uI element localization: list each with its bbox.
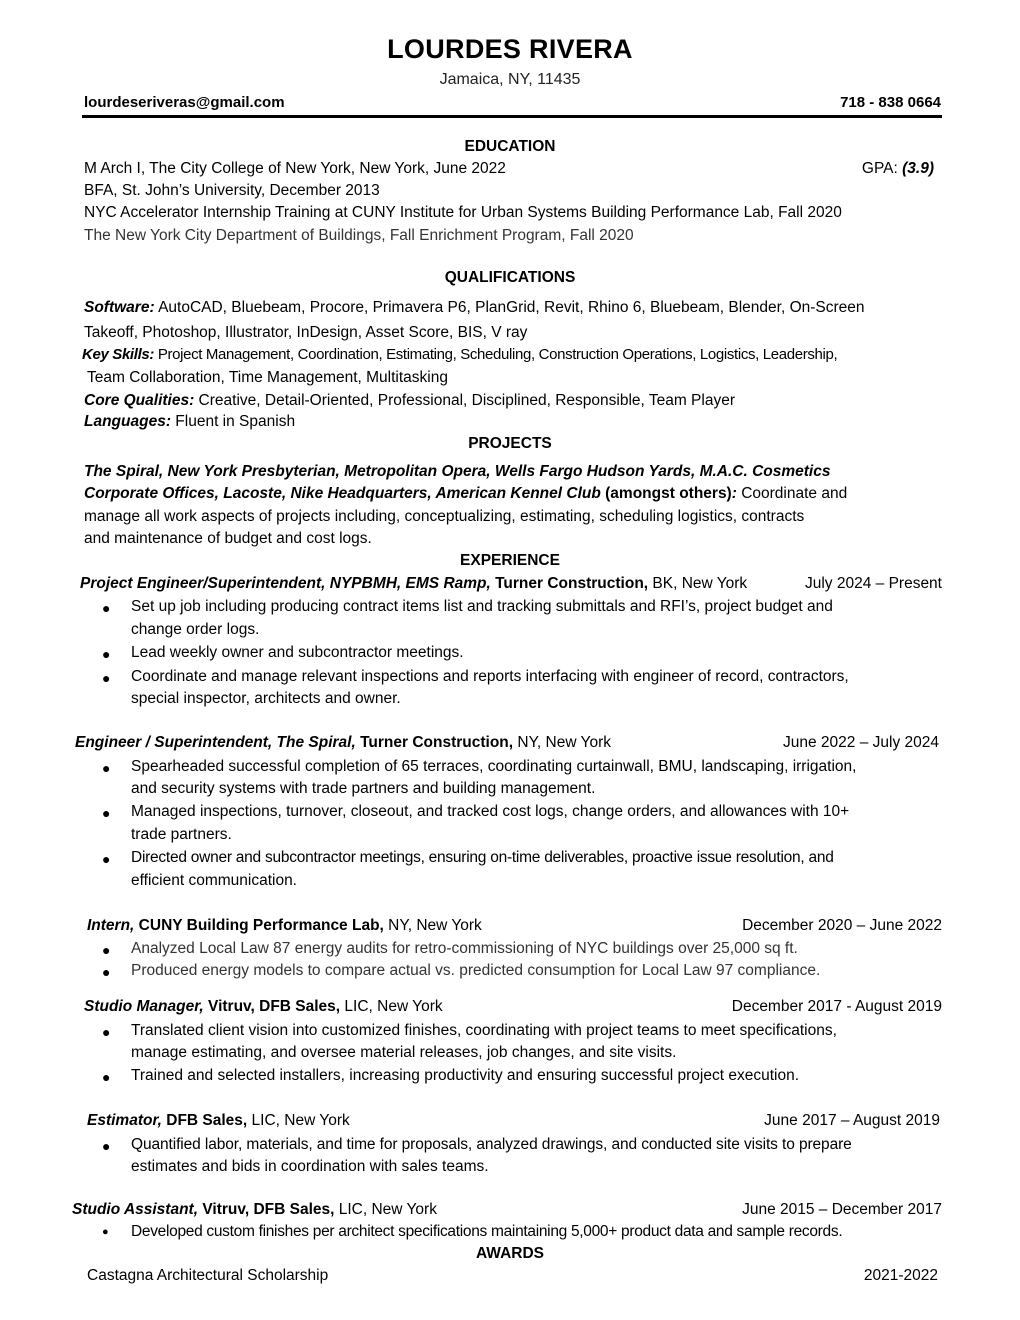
core-line: [84, 392, 735, 410]
bullet-text: Set up job including producing contract items list and tracking submittals and RFI’s, project budget and: [131, 598, 833, 615]
job-heading: [80, 575, 747, 593]
email[interactable]: lourdeseriveras@gmail.com: [84, 94, 285, 111]
job-company: CUNY Building Performance Lab,: [134, 917, 384, 934]
software-line: [84, 299, 865, 317]
languages-label: Languages:: [84, 413, 171, 430]
languages-line: [84, 413, 295, 431]
bullet-text: estimates and bids in coordination with sales teams.: [131, 1158, 489, 1175]
skills-label: Key Skills:: [82, 346, 155, 363]
core-text: Creative, Detail-Oriented, Professional, Disciplined, Responsible, Team Player: [194, 392, 735, 409]
job-dates: December 2017 - August 2019: [731, 998, 942, 1015]
bullet-text: Developed custom finishes per architect specifications maintaining 5,000+ product data and sample records.: [131, 1223, 843, 1240]
bullet-icon: ●: [102, 851, 111, 867]
bullet-text: Produced energy models to compare actual vs. predicted consumption for Local Law 97 compliance.: [131, 962, 821, 979]
projects-line: manage all work aspects of projects including, conceptualizing, estimating, scheduling logistics, contracts: [84, 508, 805, 525]
resume-name: LOURDES RIVERA: [387, 34, 633, 64]
section-title-awards: AWARDS: [475, 1245, 545, 1262]
job-company: Vitruv, DFB Sales,: [198, 1201, 335, 1218]
bullet-icon: ●: [102, 942, 111, 958]
job-place: LIC, New York: [247, 1112, 350, 1129]
skills-line-cont: Team Collaboration, Time Management, Multitasking: [87, 369, 448, 386]
gpa-value: (3.9): [902, 160, 934, 177]
bullet-text: Coordinate and manage relevant inspections and reports interfacing with engineer of record, contractors,: [131, 668, 849, 685]
bullet-text: and security systems with trade partners and building management.: [131, 780, 596, 797]
bullet-text: manage estimating, and oversee material releases, job changes, and site visits.: [131, 1044, 677, 1061]
core-label: Core Qualities:: [84, 392, 195, 409]
gpa: [862, 160, 934, 178]
bullet-icon: ●: [102, 670, 111, 686]
projects-colon: :: [731, 485, 737, 502]
job-heading: [87, 1112, 350, 1130]
bullet-text: change order logs.: [131, 621, 260, 638]
job-place: NY, New York: [513, 734, 611, 751]
phone: 718 - 838 0664: [840, 94, 941, 111]
bullet-icon: ●: [102, 646, 111, 662]
languages-text: Fluent in Spanish: [170, 413, 296, 430]
education-line: M Arch I, The City College of New York, New York, June 2022: [84, 160, 506, 177]
bullet-text: special inspector, architects and owner.: [131, 690, 401, 707]
bullet-text: Quantified labor, materials, and time for proposals, analyzed drawings, and conducted site visits to prepare: [131, 1136, 852, 1153]
job-place: LIC, New York: [334, 1201, 437, 1218]
section-title-projects: PROJECTS: [468, 435, 552, 452]
software-line-cont: Takeoff, Photoshop, Illustrator, InDesign, Asset Score, BIS, V ray: [84, 324, 528, 341]
education-line: The New York City Department of Buildings, Fall Enrichment Program, Fall 2020: [84, 227, 634, 244]
bullet-icon: ●: [102, 805, 111, 821]
projects-desc: Coordinate and: [736, 485, 848, 502]
job-dates: June 2017 – August 2019: [764, 1112, 940, 1129]
gpa-label: GPA:: [861, 160, 903, 177]
job-company: Turner Construction,: [490, 575, 649, 592]
job-role: Engineer / Superintendent, The Spiral,: [75, 734, 356, 751]
bullet-icon: ●: [102, 600, 111, 616]
software-text: AutoCAD, Bluebeam, Procore, Primavera P6, PlanGrid, Revit, Rhino 6, Bluebeam, Blender, On-Screen: [154, 299, 865, 316]
job-company: DFB Sales,: [161, 1112, 248, 1129]
job-place: NY, New York: [383, 917, 482, 934]
job-role: Intern,: [87, 917, 135, 934]
header-divider: [82, 115, 942, 118]
section-title-qualifications: QUALIFICATIONS: [444, 269, 576, 286]
education-line: NYC Accelerator Internship Training at CUNY Institute for Urban Systems Building Performance Lab, Fall 2020: [84, 204, 842, 221]
skills-line: [82, 346, 837, 363]
bullet-icon: ●: [102, 964, 111, 980]
job-role: Project Engineer/Superintendent, NYPBMH, EMS Ramp,: [80, 575, 491, 592]
bullet-icon: ●: [102, 1226, 109, 1238]
bullet-text: Directed owner and subcontractor meetings, ensuring on-time deliverables, proactive issue resolution, and: [131, 849, 834, 866]
job-place: LIC, New York: [340, 998, 443, 1015]
bullet-icon: ●: [102, 1069, 111, 1085]
job-heading: [72, 1201, 437, 1219]
bullet-text: Trained and selected installers, increasing productivity and ensuring successful project execution.: [131, 1067, 800, 1084]
award-years: 2021-2022: [863, 1267, 938, 1284]
section-title-experience: EXPERIENCE: [460, 552, 560, 569]
projects-line: The Spiral, New York Presbyterian, Metropolitan Opera, Wells Fargo Hudson Yards, M.A.C. Cosmetics: [84, 463, 831, 480]
bullet-icon: ●: [102, 1138, 111, 1154]
bullet-text: Spearheaded successful completion of 65 terraces, coordinating curtainwall, BMU, landscaping, irrigation,: [131, 758, 857, 775]
bullet-text: efficient communication.: [131, 872, 297, 889]
job-dates: December 2020 – June 2022: [742, 917, 942, 934]
bullet-text: Translated client vision into customized finishes, coordinating with project teams to meet specifications,: [131, 1022, 837, 1039]
job-dates: June 2015 – December 2017: [742, 1201, 942, 1218]
location: Jamaica, NY, 11435: [439, 71, 581, 88]
section-title-education: EDUCATION: [464, 138, 556, 155]
job-role: Studio Manager,: [84, 998, 204, 1015]
job-place: BK, New York: [648, 575, 748, 592]
bullet-icon: ●: [102, 760, 111, 776]
skills-text: Project Management, Coordination, Estimating, Scheduling, Construction Operations, Logistics, Leadership,: [154, 346, 838, 363]
projects-names: Corporate Offices, Lacoste, Nike Headquarters, American Kennel Club: [84, 485, 601, 502]
bullet-text: Lead weekly owner and subcontractor meetings.: [131, 644, 464, 661]
job-company: Vitruv, DFB Sales,: [203, 998, 341, 1015]
job-heading: [84, 998, 443, 1016]
job-dates: July 2024 – Present: [804, 575, 942, 592]
job-role: Studio Assistant,: [72, 1201, 199, 1218]
bullet-text: Analyzed Local Law 87 energy audits for retro-commissioning of NYC buildings over 25,000 sq ft.: [131, 940, 798, 957]
bullet-text: trade partners.: [131, 826, 232, 843]
job-heading: [75, 734, 611, 752]
education-line: BFA, St. John’s University, December 2013: [84, 182, 380, 199]
job-company: Turner Construction,: [355, 734, 514, 751]
bullet-text: Managed inspections, turnover, closeout, and tracked cost logs, change orders, and allowances with 10+: [131, 803, 850, 820]
projects-line: [84, 485, 847, 503]
projects-line: and maintenance of budget and cost logs.: [84, 530, 372, 547]
projects-amongst: (amongst others): [600, 485, 732, 502]
job-dates: June 2022 – July 2024: [783, 734, 939, 751]
award-item: Castagna Architectural Scholarship: [87, 1267, 329, 1284]
job-role: Estimator,: [87, 1112, 162, 1129]
bullet-icon: ●: [102, 1024, 111, 1040]
job-heading: [87, 917, 482, 935]
software-label: Software:: [84, 299, 155, 316]
